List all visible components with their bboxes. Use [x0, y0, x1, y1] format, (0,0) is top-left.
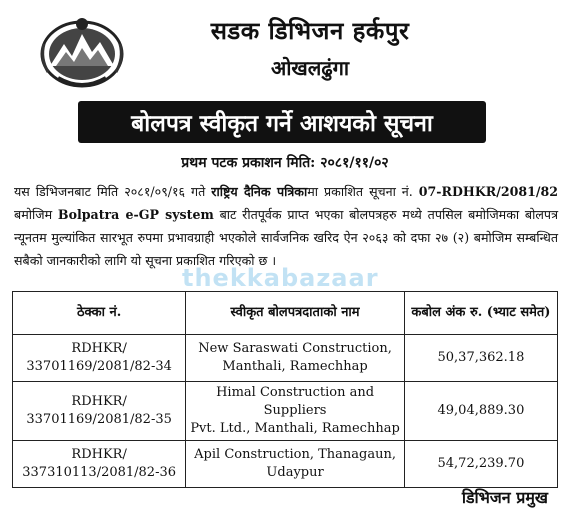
amount-cell: 54,72,239.70 [404, 441, 557, 488]
table-header-row [13, 292, 558, 335]
bidder-line: Pvt. Ltd., Manthali, Ramechhap [190, 421, 400, 436]
contract-number-line: RDHKR/ [71, 341, 127, 356]
bidder-cell [186, 441, 405, 488]
office-location: ओखलढुंगा [270, 56, 350, 80]
contract-number-line: RDHKR/ [71, 447, 127, 462]
bidder-line: Apil Construction, Thanagaun, [194, 447, 396, 462]
bidder-cell [186, 382, 405, 441]
header-bidder: स्वीकृत बोलपत्रदाताको नाम [186, 292, 405, 335]
contract-number-cell [13, 441, 186, 488]
bidder-line: New Saraswati Construction, [198, 341, 392, 356]
bidder-line: Himal Construction and Suppliers [216, 385, 375, 418]
notice-number: 07-RDHKR/2081/82 [418, 184, 559, 199]
notice-title-banner: बोलपत्र स्वीकृत गर्ने आशयको सूचना [78, 101, 486, 143]
header-amount: कबोल अंक रु. (भ्याट समेत) [404, 292, 557, 335]
amount-cell: 50,37,362.18 [404, 335, 557, 382]
table-row [13, 441, 558, 488]
watermark-text: thekkabazaar [182, 264, 379, 292]
contracts-table [12, 291, 558, 488]
signature-title: डिभिजन प्रमुख [461, 488, 548, 507]
amount-cell: 49,04,889.30 [404, 382, 557, 441]
bidder-line: Manthali, Ramechhap [222, 359, 368, 374]
contract-number-cell [13, 335, 186, 382]
contract-number-line: 33701169/2081/82-35 [26, 412, 172, 427]
contract-number-line: RDHKR/ [71, 394, 127, 409]
body-text-part: मा प्रकाशित सूचना नं. [307, 184, 419, 199]
header-contract-no: ठेक्का नं. [13, 292, 186, 335]
system-name: Bolpatra e-GP system [57, 207, 214, 222]
body-text-part: बाट रीतपूर्वक प्राप्त भएका बोलपत्रहरु मध्ये तपसिल बमोजिमका बोलपत्र न्यूनतम मुल्यांकित सारभूत रुपमा प्रभावग्राही भएकोले सार्वजनिक खरिद ऐन २०६३ को दफा २७ (२) बमोजिम सम्बन्धित सबैको जानकारीको लागि यो सूचना प्रकाशित गरिएको छ । [14, 207, 559, 268]
body-text-part: यस डिभिजनबाट मिति २०८१/०९/१६ गते [14, 184, 212, 199]
office-name: सडक डिभिजन हर्कपुर [210, 16, 410, 45]
bidder-cell [186, 335, 405, 382]
body-text-part: बमोजिम [14, 207, 58, 222]
newspaper-name: राष्ट्रिय दैनिक पत्रिका [211, 184, 308, 199]
table-row [13, 382, 558, 441]
bidder-line: Udaypur [266, 465, 324, 480]
contract-number-cell [13, 382, 186, 441]
notice-body [14, 180, 558, 272]
publication-date: प्रथम पटक प्रकाशन मिति: २०८१/११/०२ [181, 155, 389, 171]
contract-number-line: 337310113/2081/82-36 [22, 465, 177, 480]
contract-number-line: 33701169/2081/82-34 [26, 359, 172, 374]
table-row [13, 335, 558, 382]
